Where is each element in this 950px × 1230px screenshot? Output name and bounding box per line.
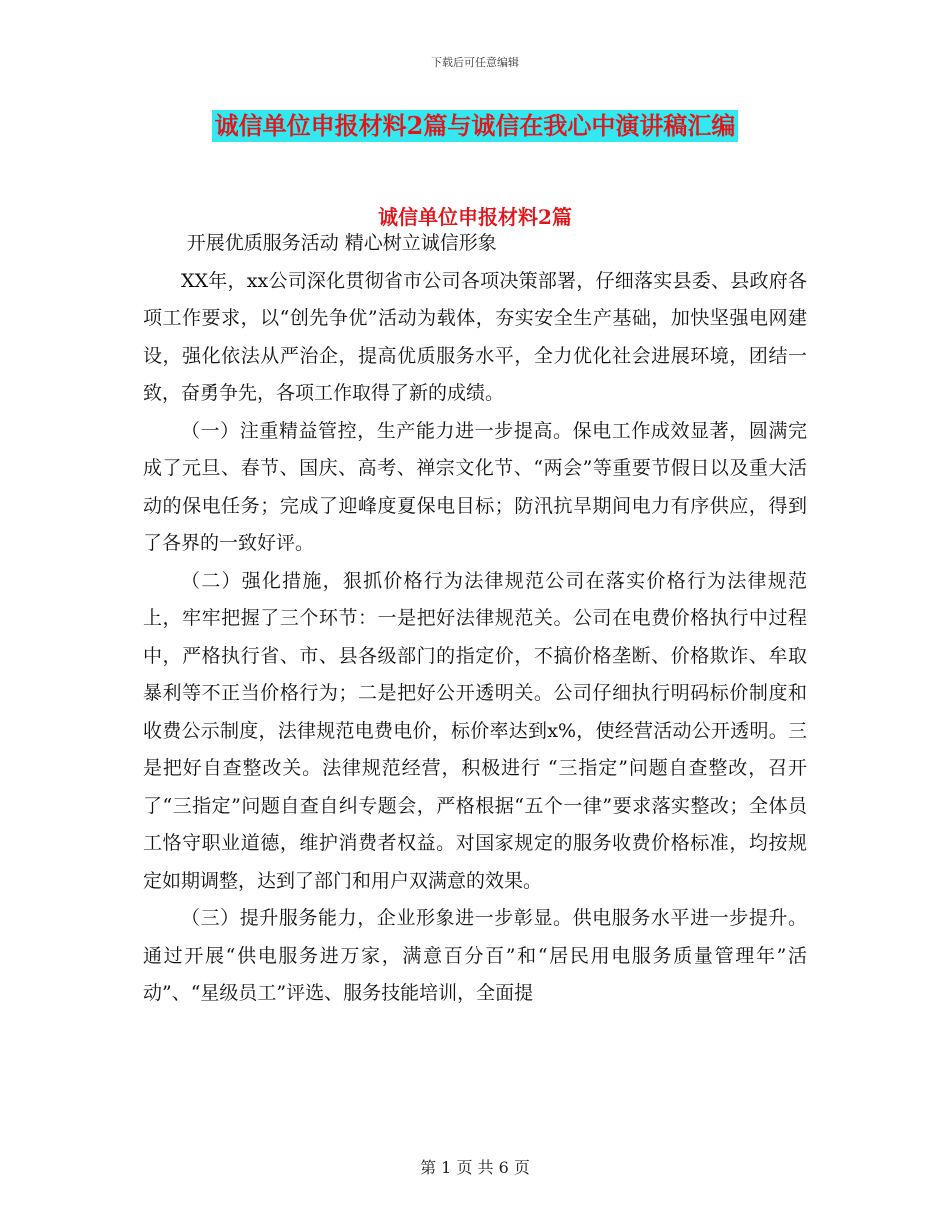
main-title-container bbox=[0, 110, 950, 142]
paragraph-section-1: （一）注重精益管控，生产能力进一步提高。保电工作成效显著，圆满完成了元旦、春节、国庆、高考、禅宗文化节、“两会”等重要节假日以及重大活动的保电任务；完成了迎峰度夏保电目标；防汛抗旱期间电力有序供应，得到了各界的一致好评。 bbox=[143, 419, 807, 554]
document-body bbox=[143, 225, 807, 1013]
document-sub-title: 诚信单位申报材料2篇 bbox=[378, 205, 572, 229]
paragraph-intro: XX年，xx公司深化贯彻省市公司各项决策部署，仔细落实县委、县政府各项工作要求，以“创先争优”活动为载体，夯实安全生产基础，加快坚强电网建设，强化依法从严治企，提高优质服务水平，全力优化社会进展环境，团结一致，奋勇争先，各项工作取得了新的成绩。 bbox=[143, 269, 807, 404]
paragraph-section-2: （二）强化措施，狠抓价格行为法律规范公司在落实价格行为法律规范上，牢牢把握了三个环节：一是把好法律规范关。公司在电费价格执行中过程中，严格执行省、市、县各级部门的指定价，不搞价格垄断、价格欺诈、牟取暴利等不正当价格行为；二是把好公开透明关。公司仔细执行明码标价制度和收费公示制度，法律规范电费电价，标价率达到x%，使经营活动公开透明。三是把好自查整改关。法律规范经营，积极进行 “三指定”问题自查整改，召开了“三指定”问题自查自纠专题会，严格根据“五个一律”要求落实整改；全体员工恪守职业道德，维护消费者权益。对国家规定的服务收费价格标准，均按规定如期调整，达到了部门和用户双满意的效果。 bbox=[143, 569, 807, 892]
document-main-title: 诚信单位申报材料2篇与诚信在我心中演讲稿汇编 bbox=[212, 110, 739, 142]
paragraph-section-3: （三）提升服务能力，企业形象进一步彰显。供电服务水平进一步提升。通过开展“供电服务进万家，满意百分百”和“居民用电服务质量管理年”活动”、“星级员工”评选、服务技能培训，全面提 bbox=[143, 907, 807, 1004]
page-number-footer: 第 1 页 共 6 页 bbox=[420, 1158, 530, 1177]
slogan-line: 开展优质服务活动 精心树立诚信形象 bbox=[186, 232, 497, 254]
header-note: 下载后可任意编辑 bbox=[431, 56, 519, 69]
